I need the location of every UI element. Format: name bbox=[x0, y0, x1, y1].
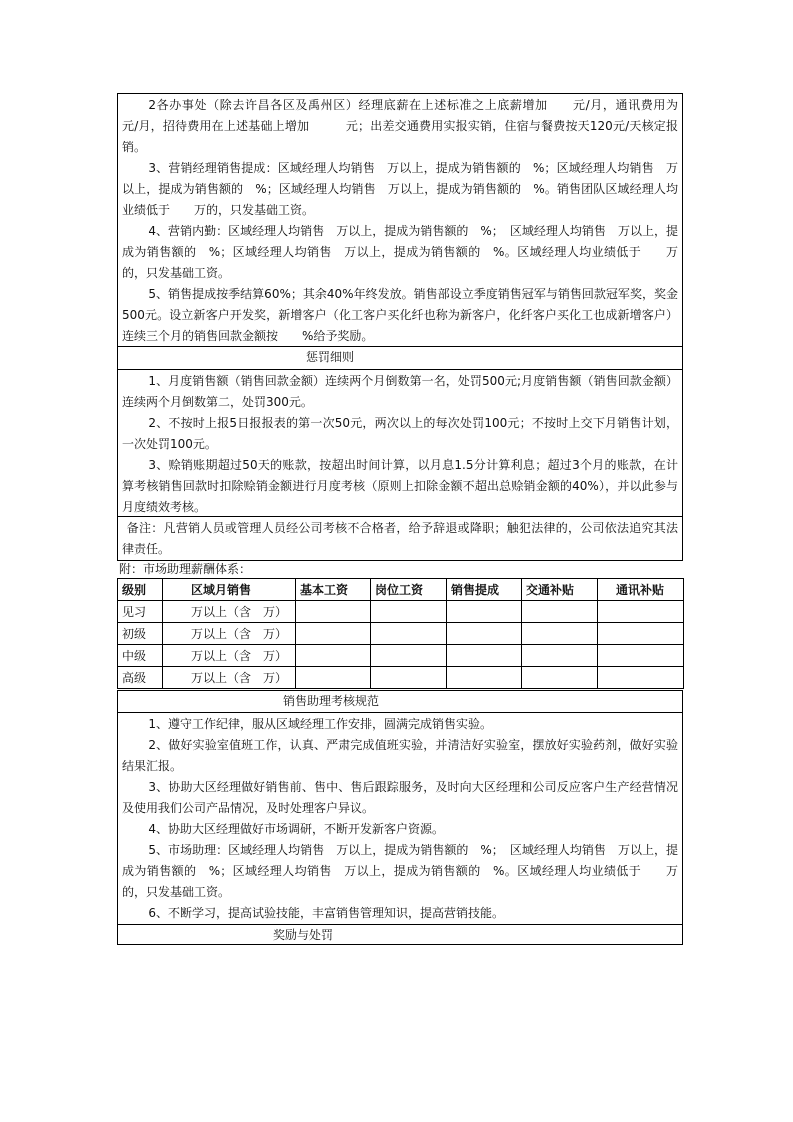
value-cell bbox=[522, 623, 598, 645]
header-cell: 销售提成 bbox=[447, 579, 522, 601]
value-cell bbox=[296, 623, 371, 645]
value-cell bbox=[371, 623, 447, 645]
paragraph: 2、做好实验室值班工作，认真、严肃完成值班实验，并清洁好实验室，摆放好实验药剂，做好实验结果汇报。 bbox=[122, 738, 678, 773]
level-cell: 中级 bbox=[118, 645, 163, 667]
value-cell bbox=[447, 601, 522, 623]
value-cell bbox=[371, 601, 447, 623]
commission-section bbox=[118, 94, 703, 346]
paragraph: 4、协助大区经理做好市场调研，不断开发新客户资源。 bbox=[148, 822, 445, 836]
value-cell bbox=[296, 667, 371, 689]
paragraph: 5、销售提成按季结算60%；其余40%年终发放。销售部设立季度销售冠军与销售回款冠军奖，奖金500元。设立新客户开发奖，新增客户（化工客户买化纤也称为新客户，化纤客户买化工也成新增客户）连续三个月的销售回款金额按 %给予奖励。 bbox=[122, 287, 678, 343]
note-text: 备注：凡营销人员或管理人员经公司考核不合格者，给予辞退或降职；触犯法律的，公司依法追究其法律责任。 bbox=[122, 521, 678, 556]
paragraph: 6、不断学习，提高试验技能，丰富销售管理知识，提高营销技能。 bbox=[148, 906, 505, 920]
reward-heading: 奖励与处罚 bbox=[273, 928, 334, 942]
value-cell bbox=[296, 601, 371, 623]
table-header-row bbox=[118, 579, 684, 601]
sales-range-cell: 万以上（含 万） bbox=[163, 645, 296, 667]
header-cell: 区域月销售 bbox=[163, 579, 296, 601]
paragraph: 1、月度销售额（销售回款金额）连续两个月倒数第一名，处罚500元;月度销售额（销售回款金额）连续两个月倒数第二，处罚300元。 bbox=[122, 374, 678, 409]
penalty-section bbox=[118, 369, 682, 516]
reward-heading-row bbox=[118, 924, 682, 947]
header-cell: 岗位工资 bbox=[371, 579, 447, 601]
sales-range-cell: 万以上（含 万） bbox=[163, 623, 296, 645]
assistant-heading-row bbox=[118, 691, 682, 712]
upper-table bbox=[117, 93, 703, 561]
header-cell: 通讯补贴 bbox=[598, 579, 684, 601]
value-cell bbox=[598, 623, 684, 645]
value-cell bbox=[371, 645, 447, 667]
appendix-title: 附：市场助理薪酬体系： bbox=[119, 562, 252, 576]
penalty-heading: 惩罚细则 bbox=[306, 350, 355, 364]
table-row bbox=[118, 667, 684, 689]
salary-table bbox=[117, 578, 684, 689]
header-cell: 交通补贴 bbox=[522, 579, 598, 601]
sales-range-cell: 万以上（含 万） bbox=[163, 667, 296, 689]
value-cell bbox=[296, 645, 371, 667]
lower-table bbox=[117, 690, 683, 945]
value-cell bbox=[598, 601, 684, 623]
value-cell bbox=[522, 601, 598, 623]
paragraph: 3、营销经理销售提成：区域经理人均销售 万以上，提成为销售额的 %；区域经理人均销售 万以上，提成为销售额的 %；区域经理人均销售 万以上，提成为销售额的 %。销售团队区域经理人均业绩低于 万的，只发基础工资。 bbox=[122, 161, 678, 217]
paragraph: 5、市场助理：区域经理人均销售 万以上，提成为销售额的 %； 区域经理人均销售 万以上，提成为销售额的 %；区域经理人均销售 万以上，提成为销售额的 %。区域经理人均业绩低于 万的，只发基础工资。 bbox=[122, 843, 678, 899]
header-cell: 级别 bbox=[118, 579, 163, 601]
value-cell bbox=[598, 667, 684, 689]
assistant-section bbox=[118, 712, 682, 924]
value-cell bbox=[447, 645, 522, 667]
value-cell bbox=[598, 645, 684, 667]
paragraph: 4、营销内勤：区域经理人均销售 万以上，提成为销售额的 %； 区域经理人均销售 万以上，提成为销售额的 %；区域经理人均销售 万以上，提成为销售额的 %。区域经理人均业绩低于 万的，只发基础工资。 bbox=[122, 224, 678, 280]
value-cell bbox=[371, 667, 447, 689]
header-cell: 基本工资 bbox=[296, 579, 371, 601]
table-row bbox=[118, 645, 684, 667]
value-cell bbox=[447, 623, 522, 645]
assistant-heading: 销售助理考核规范 bbox=[283, 694, 380, 708]
paragraph: 2、不按时上报5日报报表的第一次50元，两次以上的每次处罚100元；不按时上交下月销售计划，一次处罚100元。 bbox=[122, 416, 678, 451]
level-cell: 初级 bbox=[118, 623, 163, 645]
level-cell: 见习 bbox=[118, 601, 163, 623]
level-cell: 高级 bbox=[118, 667, 163, 689]
value-cell bbox=[447, 667, 522, 689]
paragraph: 3、赊销账期超过50天的账款，按超出时间计算，以月息1.5分计算利息；超过3个月的账款，在计算考核销售回款时扣除赊销金额进行月度考核（原则上扣除金额不超出总赊销金额的40%），并以此参与月度绩效考核。 bbox=[122, 458, 678, 514]
value-cell bbox=[522, 667, 598, 689]
note-section bbox=[118, 516, 682, 560]
value-cell bbox=[522, 645, 598, 667]
paragraph: 3、协助大区经理做好销售前、售中、售后跟踪服务，及时向大区经理和公司反应客户生产经营情况及使用我们公司产品情况，及时处理客户异议。 bbox=[122, 780, 678, 815]
paragraph: 1、遵守工作纪律，服从区域经理工作安排，圆满完成销售实验。 bbox=[148, 717, 493, 731]
table-row bbox=[118, 623, 684, 645]
sales-range-cell: 万以上（含 万） bbox=[163, 601, 296, 623]
paragraph: 2各办事处（除去许昌各区及禹州区）经理底薪在上述标准之上底薪增加 元/月，通讯费用为 元/月，招待费用在上述基础上增加 元；出差交通费用实报实销，住宿与餐费按天120元/天核定报销。 bbox=[122, 98, 703, 154]
table-row bbox=[118, 601, 684, 623]
penalty-heading-row bbox=[118, 346, 682, 369]
